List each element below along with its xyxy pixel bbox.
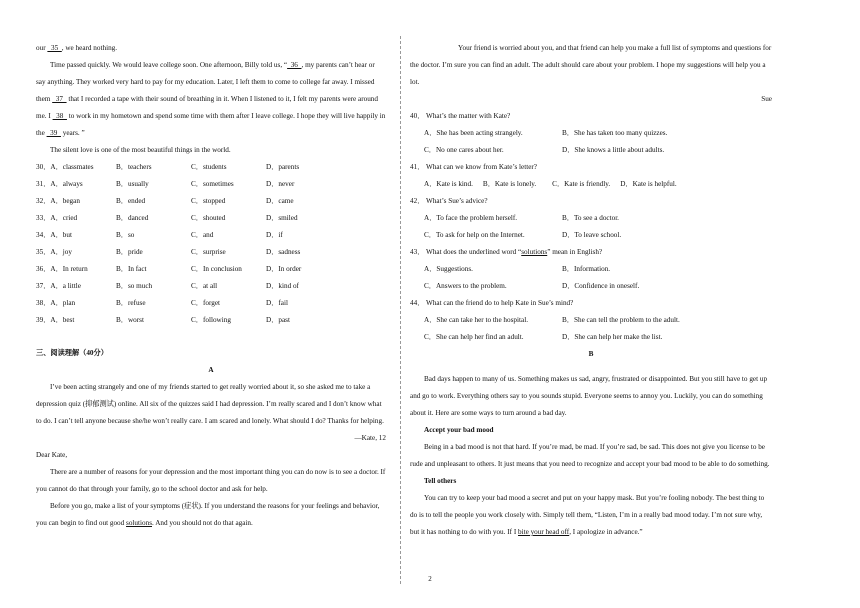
option[interactable]: D．Kate is helpful. — [620, 180, 677, 188]
cloze-option-row — [36, 295, 386, 312]
cloze-option-row — [36, 244, 386, 261]
text: Before you go, make a list of your symptoms (症状). If you understand the reasons for your feelings and behavior, you can begin to find out good — [36, 502, 380, 527]
question-41: 41． What can we know from Kate’s letter? — [410, 163, 538, 171]
cloze-option-row — [36, 278, 386, 295]
option[interactable]: B．so — [116, 231, 135, 239]
option[interactable]: A．She can take her to the hospital. — [424, 316, 528, 324]
option[interactable]: 38．A．plan — [36, 299, 76, 307]
option[interactable]: C．at all — [191, 282, 218, 290]
option[interactable]: C．students — [191, 163, 227, 171]
cloze-option-row — [36, 159, 386, 176]
option[interactable]: C．In conclusion — [191, 265, 242, 273]
option[interactable]: D．She knows a little about adults. — [562, 146, 665, 154]
option[interactable]: C．Answers to the problem. — [424, 282, 507, 290]
heading-accept-mood: Accept your bad mood — [424, 426, 494, 434]
option[interactable]: C．and — [191, 231, 214, 239]
text: , we heard nothing. — [61, 44, 118, 52]
underlined-phrase: bite your head off — [518, 528, 570, 536]
option[interactable]: D．past — [266, 316, 290, 324]
option[interactable]: D．fail — [266, 299, 288, 307]
passage-a-label: A — [208, 366, 214, 374]
text: years. ” — [60, 129, 85, 137]
paragraph-billy — [36, 57, 386, 142]
blank-39: 39 — [46, 129, 61, 137]
text: Time passed quickly. We would leave college soon. One afternoon, Billy told us, “ — [50, 61, 288, 69]
passage-b-paragraph-2: Being in a bad mood is not that hard. If you’re mad, be mad. If you’re sad, be sad. This does not give you license to be rude and unpleasant to others. It just means that you need to recognize and accept your bad mood to be able to do something. — [410, 443, 770, 468]
text: ” mean in English? — [547, 248, 603, 256]
passage-a-paragraph: I’ve been acting strangely and one of my friends started to get really worried about it, so she asked me to take a depression quiz (抑郁测试) online. All six of the quizzes said I had depression. I’m really scared and I don’t know what to do. I can’t tell anyone because she/he won’t really care. I am scared and lonely. What should I do? Thanks for helping. — [36, 383, 384, 425]
option[interactable]: C．No one cares about her. — [424, 146, 504, 154]
passage-b-paragraph-1: Bad days happen to many of us. Something makes us sad, angry, frustrated or disappointed. But you still have to get up and go to work. Everything others say to you sounds stupid. Everyone seems to annoy you. Luckily, you can do something about it. Here are some ways to turn around a bad day. — [410, 375, 768, 417]
passage-b-paragraph-3 — [410, 490, 772, 541]
cloze-option-row — [36, 176, 386, 193]
option[interactable]: B．ended — [116, 197, 146, 205]
option[interactable]: B．Information. — [562, 265, 611, 273]
text: to work in my hometown and spend some time with them after I leave college. I hope they will live happily in the — [36, 112, 386, 137]
option[interactable]: 33．A．cried — [36, 214, 78, 222]
blank-38: 38 — [52, 112, 67, 120]
underlined-word: solutions — [521, 248, 548, 256]
option[interactable]: 39．A．best — [36, 316, 75, 324]
option[interactable]: D．parents — [266, 163, 300, 171]
section-title: 三、阅读理解（40分） — [36, 349, 108, 357]
option[interactable]: C．stopped — [191, 197, 226, 205]
option[interactable]: 34．A．but — [36, 231, 72, 239]
question-43-options — [410, 261, 772, 295]
option[interactable]: A．Kate is kind. — [424, 180, 473, 188]
option[interactable]: 31．A．always — [36, 180, 83, 188]
option[interactable]: D．smiled — [266, 214, 298, 222]
option[interactable]: B．She can tell the problem to the adult. — [562, 316, 680, 324]
option[interactable]: D．In order — [266, 265, 302, 273]
passage-b-label: B — [588, 350, 594, 358]
question-42-options — [410, 210, 772, 244]
option[interactable]: D．kind of — [266, 282, 299, 290]
option[interactable]: B．To see a doctor. — [562, 214, 619, 222]
option[interactable]: B．usually — [116, 180, 149, 188]
sue-reply: Your friend is worried about you, and that friend can help you make a full list of symptoms and questions for the doctor. I’m sure you can find an adult. The adult should care about your problem. I hope my suggestions will help you a lot. — [410, 44, 772, 86]
underlined-word: solutions — [126, 519, 152, 527]
option[interactable]: D．Confidence in oneself. — [562, 282, 640, 290]
option[interactable]: 36．A．In return — [36, 265, 88, 273]
option[interactable]: B．worst — [116, 316, 144, 324]
left-column — [36, 40, 386, 532]
cloze-option-row — [36, 193, 386, 210]
option[interactable]: D．She can help her make the list. — [562, 333, 663, 341]
option[interactable]: C．She can help her find an adult. — [424, 333, 524, 341]
blank-35: 35 — [47, 44, 62, 52]
question-41-options — [410, 176, 772, 193]
option[interactable]: B．refuse — [116, 299, 146, 307]
option[interactable]: D．came — [266, 197, 294, 205]
text: , I apologize in advance.” — [569, 528, 643, 536]
option[interactable]: C．forget — [191, 299, 221, 307]
column-divider — [400, 36, 401, 584]
option[interactable]: 35．A．joy — [36, 248, 72, 256]
question-43 — [410, 244, 772, 261]
option[interactable]: A．Suggestions. — [424, 265, 473, 273]
text: . And you should not do that again. — [152, 519, 253, 527]
option[interactable]: B．teachers — [116, 163, 152, 171]
cloze-option-row — [36, 227, 386, 244]
question-40-options — [410, 125, 772, 159]
text: You can try to keep your bad mood a secret and put on your happy mask. But you’re fooling nobody. The best thing to do is to tell the people you work closely with. Simply tell them, “Listen, I’m in a really bad mood today. I’m not sure why, but it has nothing to do with you. If I — [410, 494, 765, 536]
passage-a-reply-1: There are a number of reasons for your depression and the most important thing you can do now is to see a doctor. If you cannot do that through your family, go to the school doctor and ask for help. — [36, 468, 386, 493]
option[interactable]: B．danced — [116, 214, 149, 222]
option[interactable]: 32．A．began — [36, 197, 80, 205]
question-42: 42． What’s Sue’s advice? — [410, 197, 488, 205]
kate-signature: —Kate, 12 — [354, 434, 386, 442]
option[interactable]: B．pride — [116, 248, 143, 256]
paragraph-35 — [36, 40, 386, 57]
option[interactable]: C．Kate is friendly. — [552, 180, 611, 188]
cloze-option-row — [36, 261, 386, 278]
sue-signature: Sue — [761, 95, 772, 103]
option[interactable]: D．To leave school. — [562, 231, 622, 239]
option[interactable]: C．shouted — [191, 214, 226, 222]
option[interactable]: 37．A．a little — [36, 282, 81, 290]
text: our — [36, 44, 48, 52]
option[interactable]: D．if — [266, 231, 283, 239]
passage-a-reply-2 — [36, 498, 386, 532]
option[interactable]: D．sadness — [266, 248, 301, 256]
option[interactable]: A．To face the problem herself. — [424, 214, 518, 222]
text: that I recorded a tape with their sound of breathing in it. When I listened to it, I felt my parents were around me. I — [36, 95, 378, 120]
text: , my parents can’t hear or say anything. They worked very hard to pay for my education. Later, I left them to come to college far away. I missed them — [36, 61, 375, 103]
question-44-options — [410, 312, 772, 346]
text: 43． What does the underlined word “ — [410, 248, 522, 256]
page-number: 2 — [428, 575, 432, 583]
option[interactable]: C．surprise — [191, 248, 226, 256]
option[interactable]: 30．A．classmates — [36, 163, 94, 171]
option[interactable]: A．She has been acting strangely. — [424, 129, 523, 137]
dear-kate: Dear Kate, — [36, 451, 68, 459]
option[interactable]: B．Kate is lonely. — [482, 180, 537, 188]
option[interactable]: D．never — [266, 180, 295, 188]
option[interactable]: B．She has taken too many quizzes. — [562, 129, 668, 137]
question-44: 44． What can the friend do to help Kate in Sue’s mind? — [410, 299, 574, 307]
question-40: 40． What’s the matter with Kate? — [410, 112, 511, 120]
blank-37: 37 — [52, 95, 67, 103]
option[interactable]: B．so much — [116, 282, 153, 290]
cloze-option-row — [36, 210, 386, 227]
heading-tell-others: Tell others — [424, 477, 457, 485]
spacer — [410, 363, 772, 371]
option[interactable]: C．following — [191, 316, 231, 324]
option[interactable]: C．sometimes — [191, 180, 234, 188]
cloze-options — [36, 159, 386, 329]
right-column — [410, 40, 772, 541]
cloze-option-row — [36, 312, 386, 329]
paragraph-silent-love: The silent love is one of the most beautiful things in the world. — [50, 146, 231, 154]
option[interactable]: C．To ask for help on the Internet. — [424, 231, 525, 239]
option[interactable]: B．In fact — [116, 265, 147, 273]
blank-36: 36 — [287, 61, 302, 69]
